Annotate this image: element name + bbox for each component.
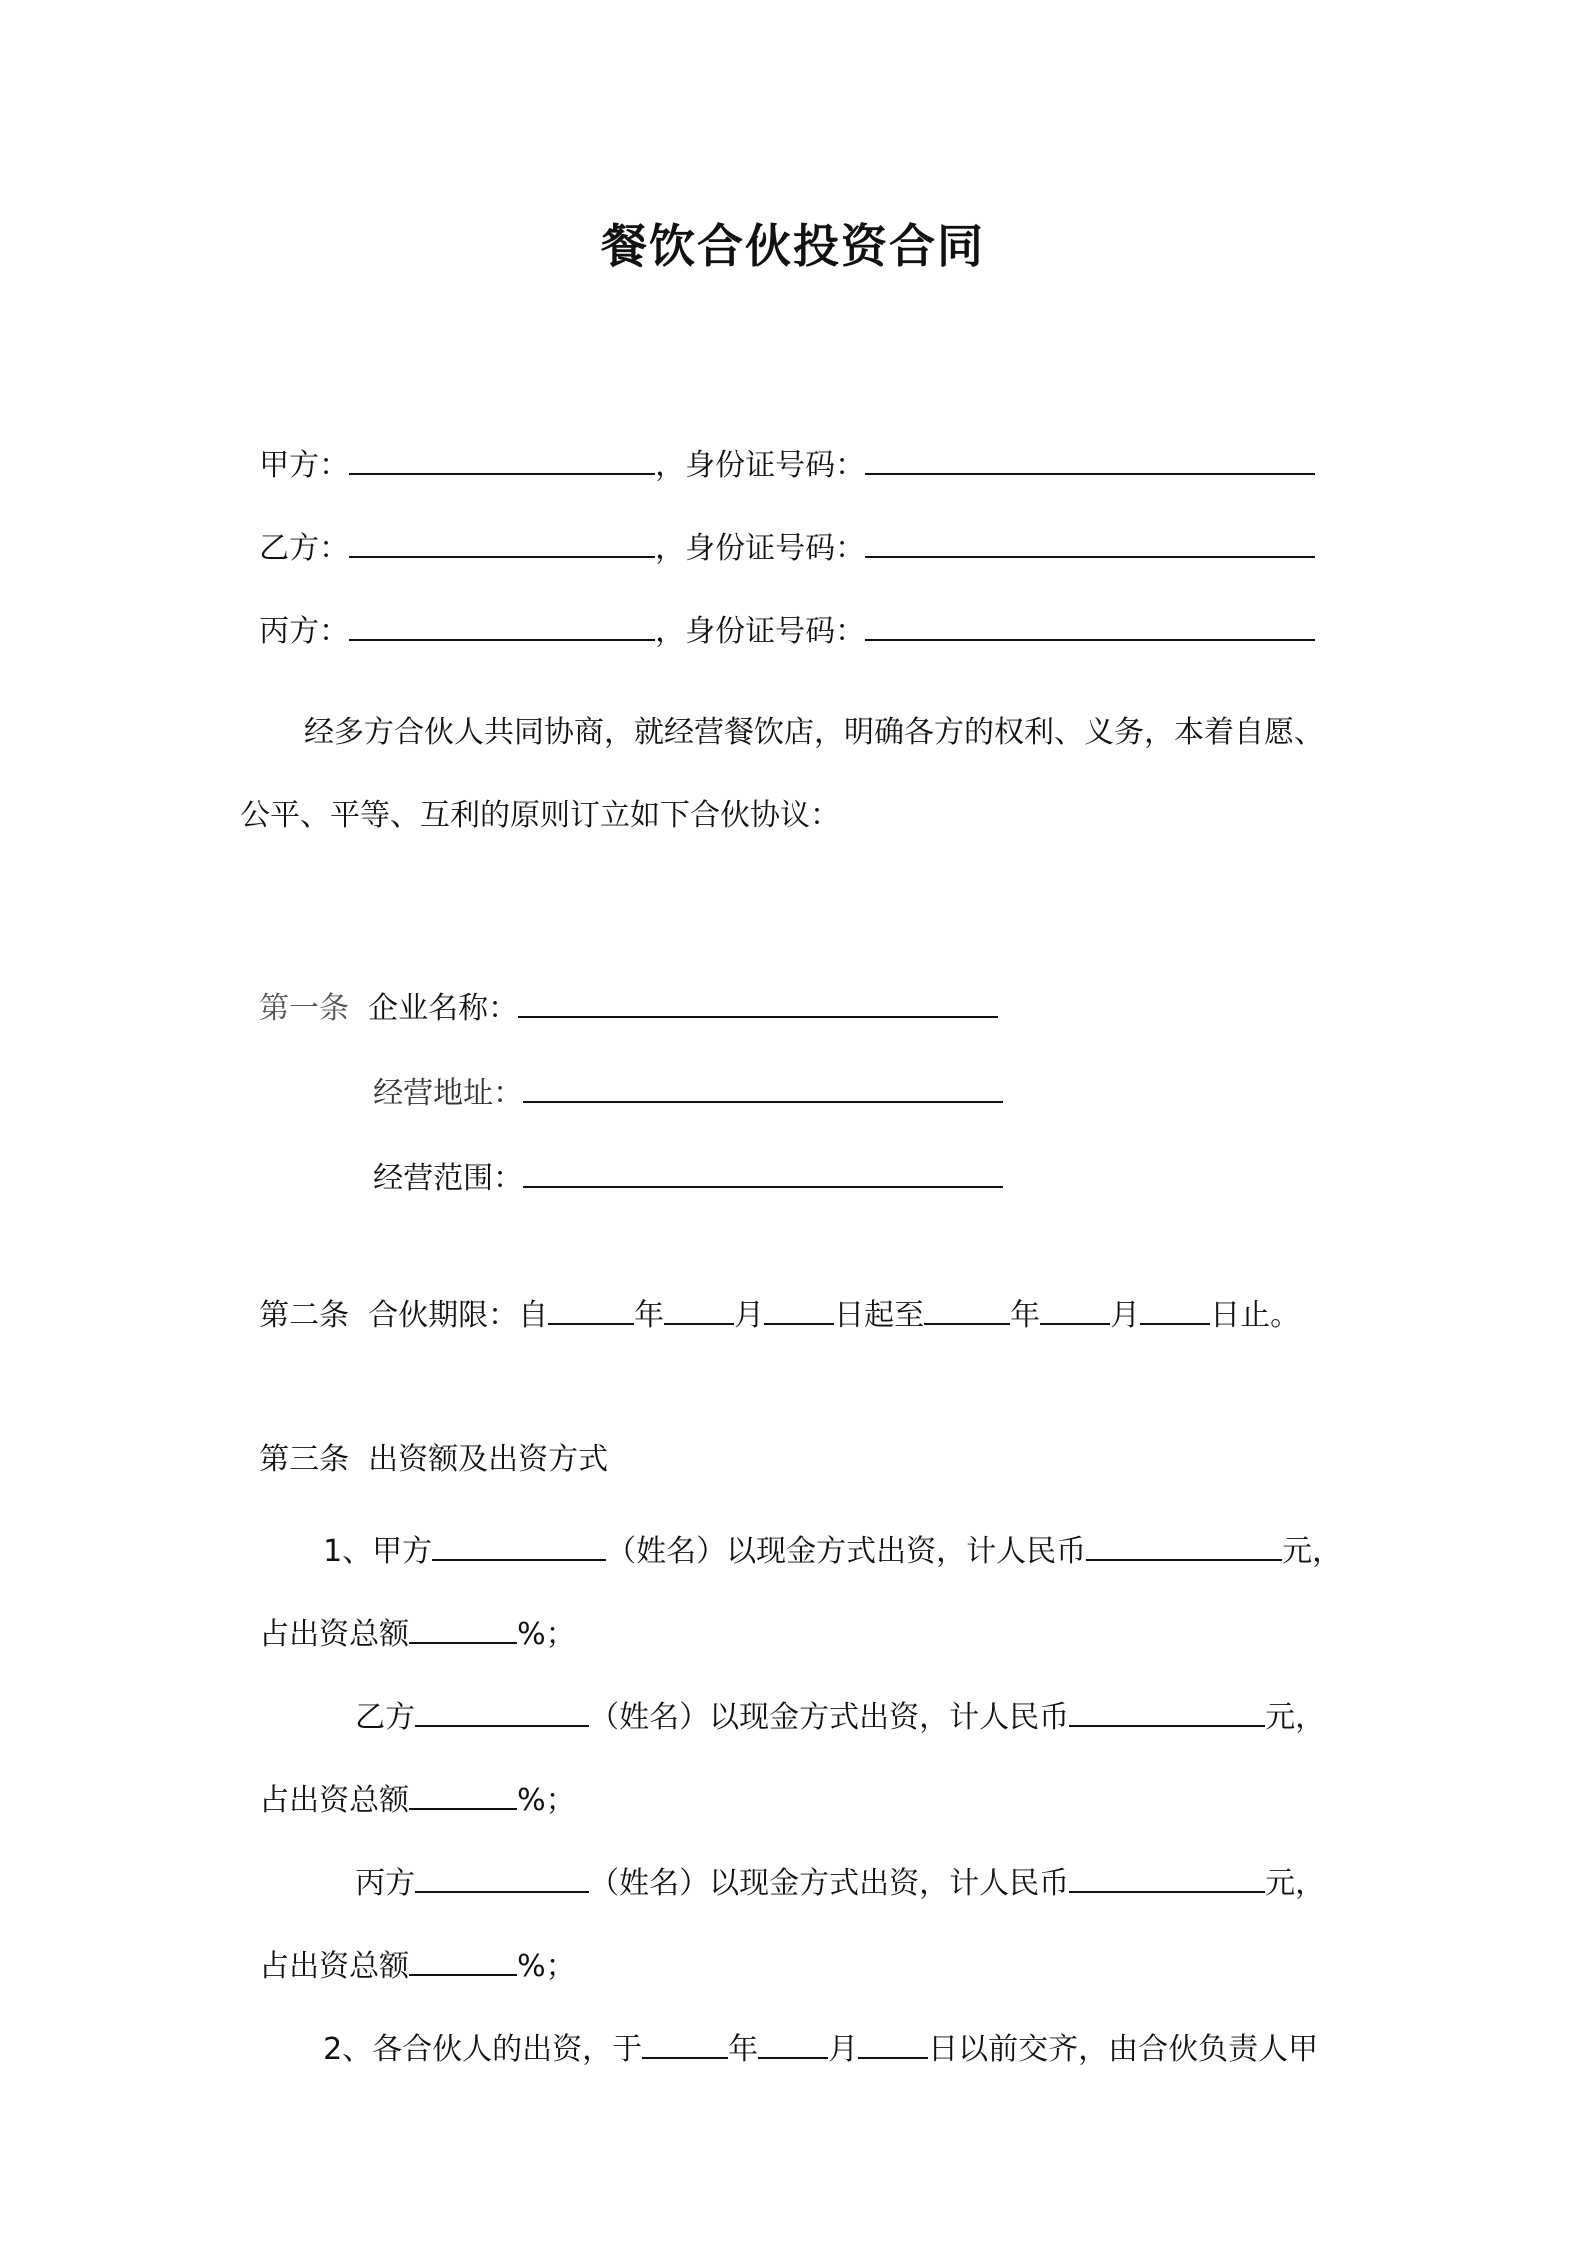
amount-blank[interactable] (1086, 1531, 1282, 1561)
id-number-blank[interactable] (865, 528, 1315, 558)
party-line-b (240, 488, 1315, 569)
article3-label: 第三条 (259, 1442, 350, 1477)
id-number-blank[interactable] (865, 611, 1315, 641)
article3-heading: 出资额及出资方式 (368, 1442, 609, 1477)
end-year-blank[interactable] (924, 1295, 1010, 1325)
currency-unit: 元， (1265, 1700, 1326, 1735)
currency-unit: 元， (1282, 1534, 1343, 1569)
id-label: ，身份证号码： (655, 448, 866, 483)
party-name-blank[interactable] (349, 611, 655, 641)
day-unit-start: 日起至 (834, 1298, 925, 1333)
contributor-label: 乙方 (355, 1700, 416, 1735)
party-label: 丙方： (259, 614, 350, 649)
ratio-blank[interactable] (409, 1780, 517, 1810)
id-label: ，身份证号码： (655, 531, 866, 566)
contributor-name-blank[interactable] (415, 1863, 589, 1893)
ratio-blank[interactable] (409, 1946, 517, 1976)
start-year-blank[interactable] (548, 1295, 634, 1325)
end-month-blank[interactable] (1040, 1295, 1110, 1325)
contributor-name-blank[interactable] (432, 1531, 606, 1561)
clause2-tail: 日以前交齐，由合伙负责人甲 (928, 2032, 1319, 2067)
year-unit: 年 (634, 1298, 665, 1333)
year-unit: 年 (1010, 1298, 1041, 1333)
company-name-label: 企业名称： (368, 991, 519, 1026)
article2-label: 第二条 (259, 1298, 350, 1333)
preamble-line-2: 公平、平等、互利的原则订立如下合伙协议： (240, 798, 840, 833)
ratio-label: 占出资总额 (259, 1949, 410, 1984)
party-line-a (240, 405, 1315, 486)
start-month-blank[interactable] (664, 1295, 734, 1325)
id-label: ，身份证号码： (655, 614, 866, 649)
percent-unit: %； (517, 1617, 576, 1652)
party-line-c (240, 571, 1315, 652)
company-name-blank[interactable] (518, 988, 998, 1018)
clause2-text: 2、各合伙人的出资，于 (323, 2032, 643, 2067)
article3-heading-line (240, 1400, 608, 1480)
ratio-line-b (240, 1740, 576, 1821)
document-title: 餐饮合伙投资合同 (601, 219, 985, 273)
preamble-line-1: 经多方合伙人共同协商，就经营餐饮店，明确各方的权利、义务，本着自愿、 (304, 715, 1324, 750)
amount-blank[interactable] (1069, 1863, 1265, 1893)
deadline-month-blank[interactable] (758, 2029, 828, 2059)
clause2-line (304, 1989, 1318, 2070)
month-unit: 月 (1110, 1298, 1141, 1333)
day-unit-end: 日止。 (1210, 1298, 1301, 1333)
contribution-line-a (304, 1491, 1342, 1572)
contributor-label: 1、甲方 (323, 1534, 433, 1569)
address-label: 经营地址： (373, 1076, 524, 1111)
ratio-line-c (240, 1906, 576, 1987)
contributor-label: 丙方 (355, 1866, 416, 1901)
scope-blank[interactable] (523, 1158, 1003, 1188)
deadline-day-blank[interactable] (858, 2029, 928, 2059)
contributor-name-blank[interactable] (415, 1697, 589, 1727)
article1-scope-line (354, 1118, 1003, 1199)
article1-address-line (354, 1033, 1003, 1114)
term-label: 合伙期限：自 (368, 1298, 549, 1333)
percent-unit: %； (517, 1783, 576, 1818)
contribution-text: （姓名）以现金方式出资，计人民币 (589, 1700, 1070, 1735)
address-blank[interactable] (523, 1073, 1003, 1103)
contribution-line-b (336, 1657, 1325, 1738)
party-name-blank[interactable] (349, 528, 655, 558)
party-label: 甲方： (259, 448, 350, 483)
amount-blank[interactable] (1069, 1697, 1265, 1727)
party-label: 乙方： (259, 531, 350, 566)
month-unit: 月 (734, 1298, 765, 1333)
contribution-text: （姓名）以现金方式出资，计人民币 (589, 1866, 1070, 1901)
start-day-blank[interactable] (764, 1295, 834, 1325)
year-unit: 年 (728, 2032, 759, 2067)
party-name-blank[interactable] (349, 445, 655, 475)
contribution-line-c (336, 1823, 1325, 1904)
currency-unit: 元， (1265, 1866, 1326, 1901)
ratio-label: 占出资总额 (259, 1783, 410, 1818)
end-day-blank[interactable] (1140, 1295, 1210, 1325)
ratio-label: 占出资总额 (259, 1617, 410, 1652)
contribution-text: （姓名）以现金方式出资，计人民币 (606, 1534, 1087, 1569)
percent-unit: %； (517, 1949, 576, 1984)
article2-line (240, 1255, 1300, 1336)
article1-company-line (240, 948, 998, 1029)
scope-label: 经营范围： (373, 1161, 524, 1196)
ratio-line-a (240, 1574, 576, 1655)
ratio-blank[interactable] (409, 1614, 517, 1644)
deadline-year-blank[interactable] (642, 2029, 728, 2059)
month-unit: 月 (828, 2032, 859, 2067)
id-number-blank[interactable] (865, 445, 1315, 475)
article1-label: 第一条 (259, 991, 350, 1026)
